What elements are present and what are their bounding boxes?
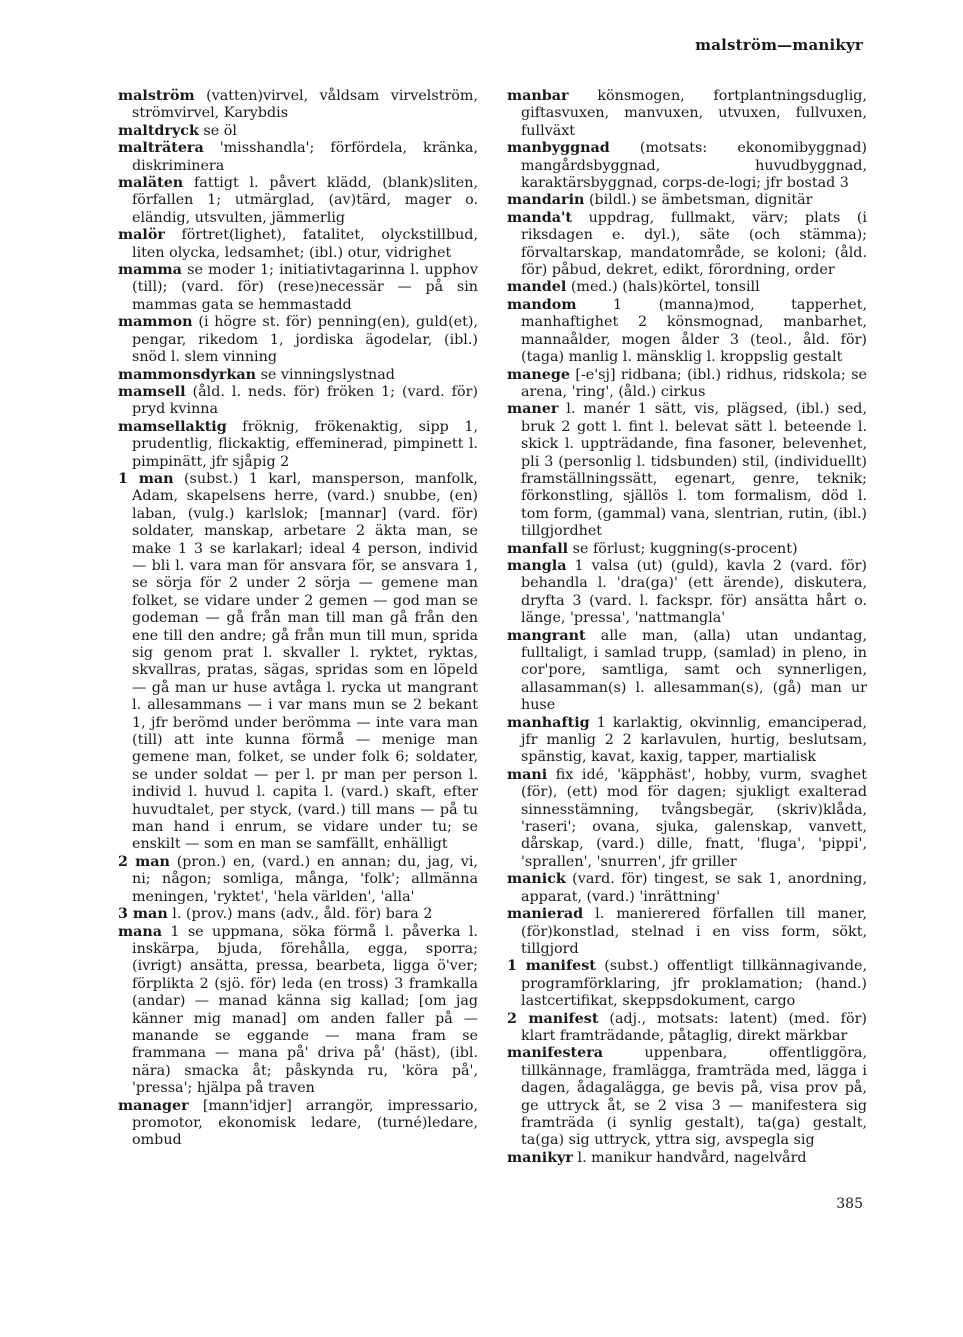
entry-definition: (subst.) 1 karl, mansperson, manfolk, Adam, skapelsens herre, (vard.) snubbe, (en) laban, (vulg.) karlslok; [mannar] (vard. för) soldater, manskap, arbetare 2 äkta man, se make 1 3 se karlakarl; ideal 4 person, individ — bli l. vara man för ansvara för, se ansvara 1, se sörja för 2 under 2 sörja — gemene man folket, se vidare under 2 gemen — god man se godeman — gå från man till man gå från den ene till den andre; gå från mun till mun, sprida sig genom prat l. skvaller l. ryktet, ryktas, skvallras, pratas, sägas, spridas som en löpeld — gå man ur huse avtåga l. rycka ut mangrant l. allesammans — i var mans mun se 2 bekant 1, jfr berömd under berömma — inte vara man (till) att inte kunna förmå — menige man gemene man, folket, se under folk 6; soldater, se under soldat — per l. pr man per person l. individ l. huvud l. capita l. (vard.) skaft, efter huvudtalet, per styck, (vard.) till mans — på tu man hand i enrum, se vidare under tu; se enskilt — som en man se samfällt, enhälligt [132,470,478,853]
entry-definition: se öl [198,122,237,139]
dictionary-entry [507,1011,867,1046]
entry-headword: mamsellaktig [118,418,227,435]
entry-headword: mani [507,766,548,783]
dictionary-entry [507,297,867,367]
dictionary-entry [507,767,867,871]
entry-definition: (med.) (hals)körtel, tonsill [566,279,760,296]
entry-definition: l. manikur handvård, nagelvård [572,1149,807,1166]
entry-definition: (i högre st. för) penning(en), guld(et), pengar, rikedom 1, jordiska ägodelar, (ibl.) snöd l. slem vinning [132,314,478,366]
dictionary-entry [507,210,867,280]
entry-headword: 2 manifest [507,1010,599,1027]
running-head: malström—manikyr [695,36,863,54]
entry-definition: (subst.) offentligt tillkännagivande, programförklaring, jfr proklamation; (hand.) lastcertifikat, skeppsdokument, cargo [521,958,867,1010]
entry-headword: maltdryck [118,122,199,139]
dictionary-entry [507,1045,867,1149]
dictionary-entry [118,140,478,175]
entry-headword: manda't [507,209,573,226]
entry-headword: 1 manifest [507,958,596,975]
dictionary-entry [118,367,478,384]
entry-definition: [-e'sj] ridbana; (ibl.) ridhus, ridskola; se arena, 'ring', (åld.) cirkus [521,366,867,400]
dictionary-entry [118,123,478,140]
dictionary-entry [118,419,478,471]
dictionary-entry [118,175,478,227]
dictionary-entry [507,541,867,558]
entry-headword: manierad [507,906,584,923]
entry-definition: fix idé, 'käpphäst', hobby, vurm, svaghet (för), (ett) mod för dagen; sjukligt exalterad sinnesstämning, tvångsbegär, (skriv)klåda, 'raseri'; ovana, sjuka, galenskap, vanvett, dårskap, (vard.) dille, fnatt, 'fluga', 'pippi', 'sprallen', 'snurren', jfr griller [521,766,867,870]
entry-headword: mamsell [118,383,186,400]
entry-headword: malträtera [118,140,204,157]
entry-definition: 1 (manna)mod, tapperhet, manhaftighet 2 könsmognad, manbarhet, mannaålder, mogen ålder 3 (teol., åld. för) (taga) manlig l. mänsklig l. kroppslig gestalt [521,296,867,366]
dictionary-entry [507,279,867,296]
entry-definition: 1 karlaktig, okvinnlig, emanciperad, jfr manlig 2 2 karlavulen, hurtig, beslutsam, spänstig, kavat, kaxig, tapper, martialisk [521,714,867,766]
entry-headword: manege [507,366,570,383]
entry-definition: (vard. för) tingest, se sak 1, anordning, apparat, (vard.) 'inrättning' [521,871,867,905]
entry-definition: (motsats: ekonomibyggnad) mangårdsbyggnad, huvudbyggnad, karaktärsbyggnad, corps-de-logi; jfr bostad 3 [521,140,867,192]
entry-headword: 2 man [118,853,170,870]
entry-headword: mangla [507,557,567,574]
entry-definition: alle man, (alla) utan undantag, fulltaligt, i samlad trupp, (samlad) in pleno, in cor'pore, samtliga, samt och synnerligen, allasamman(s) l. allesamman(s), (gå) man ur huse [521,627,867,714]
entry-definition: förtret(lighet), fatalitet, olyckstillbud, liten olycka, ledsamhet; (ibl.) otur, vidrighet [132,227,478,261]
dictionary-entry [507,715,867,767]
entry-definition: l. (prov.) mans (adv., åld. för) bara 2 [167,906,433,923]
entry-headword: mamma [118,262,182,279]
entry-definition: se moder 1; initiativtagarinna l. upphov (till); (vard. för) (rese)necessär — på sin mammas gata se hemmastadd [132,262,478,313]
dictionary-entry [507,628,867,715]
entry-headword: malström [118,88,195,104]
left-column [118,88,478,1150]
dictionary-entry [507,192,867,209]
dictionary-entry [118,1098,478,1150]
entry-headword: mammonsdyrkan [118,366,257,383]
dictionary-entry [507,1150,867,1167]
entry-headword: manhaftig [507,714,590,731]
entry-definition: uppenbara, offentliggöra, tillkännage, framlägga, framträda med, lägga i dagen, ådagalägga, ge bevis på, visa prov på, ge uttryck åt, se 2 visa 3 — manifestera sig framträda (i synlig gestalt), ta(ga) gestalt, ta(ga) sig uttryck, yttra sig, avspegla sig [521,1045,867,1149]
entry-headword: mandel [507,279,567,296]
right-column [507,88,867,1167]
dictionary-entry [507,958,867,1010]
dictionary-entry [507,558,867,628]
page-number: 385 [836,1196,863,1212]
dictionary-entry [507,140,867,192]
entry-definition: l. manér 1 sätt, vis, plägsed, (ibl.) sed, bruk 2 gott l. fint l. belevat sätt l. beteende l. skick l. uppträdande, fina fasoner, belevenhet, pli 3 (personlig l. tidsbunden) stil, (individuellt) framställningssätt, egenart, genre, teknik; förkonstling, själlös l. tom formalism, död l. tom form, (gammal) vana, slentrian, rutin, (ibl.) tillgjordhet [521,401,867,540]
entry-headword: malör [118,227,165,244]
entry-headword: mangrant [507,627,586,644]
entry-headword: manbyggnad [507,140,610,157]
entry-headword: manager [118,1097,189,1114]
entry-definition: könsmogen, fortplantningsduglig, giftasvuxen, manvuxen, utvuxen, fullvuxen, fullväxt [521,88,867,139]
dictionary-entry [507,88,867,140]
dictionary-entry [507,401,867,540]
entry-definition: se förlust; kuggning(s-procent) [568,540,798,557]
entry-headword: 1 man [118,470,174,487]
dictionary-entry [118,384,478,419]
entry-definition: (bildl.) se ämbetsman, dignitär [584,192,813,209]
dictionary-entry [118,906,478,923]
entry-definition: (adj., motsats: latent) (med. för) klart framträdande, påtaglig, direkt märkbar [521,1010,867,1044]
dictionary-entry [118,924,478,1098]
dictionary-entry [118,227,478,262]
entry-headword: manifestera [507,1045,604,1062]
entry-headword: manbar [507,88,569,104]
entry-headword: mammon [118,314,193,331]
entry-headword: mandarin [507,192,585,209]
entry-definition: 'misshandla'; förfördela, kränka, diskriminera [132,140,478,174]
dictionary-entry [507,367,867,402]
dictionary-entry [118,854,478,906]
entry-definition: (åld. l. neds. för) fröken 1; (vard. för) pryd kvinna [132,383,478,418]
entry-headword: maläten [118,175,184,192]
entry-definition: se vinningslystnad [256,366,395,383]
entry-definition: l. manierered förfallen till maner, (för)konstlad, stelnad i en viss form, sökt, tillgjord [521,906,867,957]
dictionary-entry [118,88,478,123]
dictionary-entry [507,871,867,906]
entry-definition: fröknig, frökenaktig, sipp 1, prudentlig, flickaktig, effeminerad, pimpinett l. pimpinätt, jfr sjåpig 2 [132,418,478,470]
entry-headword: maner [507,401,559,418]
entry-definition: [mann'idjer] arrangör, impressario, promotor, ekonomisk ledare, (turné)ledare, ombud [132,1097,478,1149]
dictionary-entry [118,314,478,366]
entry-definition: fattigt l. påvert klädd, (blank)sliten, förfallen 1; utmärglad, (av)tärd, mager o. eländig, utsvulten, jämmerlig [132,175,478,226]
dictionary-entry [118,262,478,314]
entry-headword: 3 man [118,906,168,923]
entry-definition: (pron.) en, (vard.) en annan; du, jag, vi, ni; någon; somliga, många, 'folk'; allmänna meningen, 'ryktet', 'hela världen', 'alla' [132,853,478,905]
entry-headword: mandom [507,296,577,313]
entry-definition: uppdrag, fullmakt, värv; plats (i riksdagen e. dyl.), säte (och stämma); förvaltarskap, mandatområde, se koloni; (åld. för) påbud, dekret, edikt, förordning, order [521,209,867,279]
dictionary-entry [118,471,478,854]
entry-headword: manfall [507,540,569,557]
entry-definition: (vatten)virvel, våldsam virvelström, strömvirvel, Karybdis [132,88,478,122]
entry-definition: 1 se uppmana, söka förmå l. påverka l. inskärpa, bjuda, förehålla, egga, sporra; (ivrigt) ansätta, pressa, bearbeta, ligga ö'ver; förplikta 2 (sjö. för) leda (en tross) 3 framkalla (andar) — manad känna sig kallad; [om jag känner mig manad] om anden faller på — manande se eggande — mana fram se frammana — mana på' driva på' (häst), (ibl. nära) smacka åt; påskynda ru, 'köra på', 'pressa'; hjälpa på traven [132,923,478,1097]
entry-definition: 1 valsa (ut) (guld), kavla 2 (vard. för) behandla l. 'dra(ga)' (ett ärende), diskutera, dryfta 3 (vard. l. fackspr. för) ansätta hårt o. länge, 'pressa', 'nattmangla' [521,557,867,627]
entry-headword: manick [507,871,566,888]
entry-headword: mana [118,923,163,940]
dictionary-entry [507,906,867,958]
entry-headword: manikyr [507,1149,573,1166]
